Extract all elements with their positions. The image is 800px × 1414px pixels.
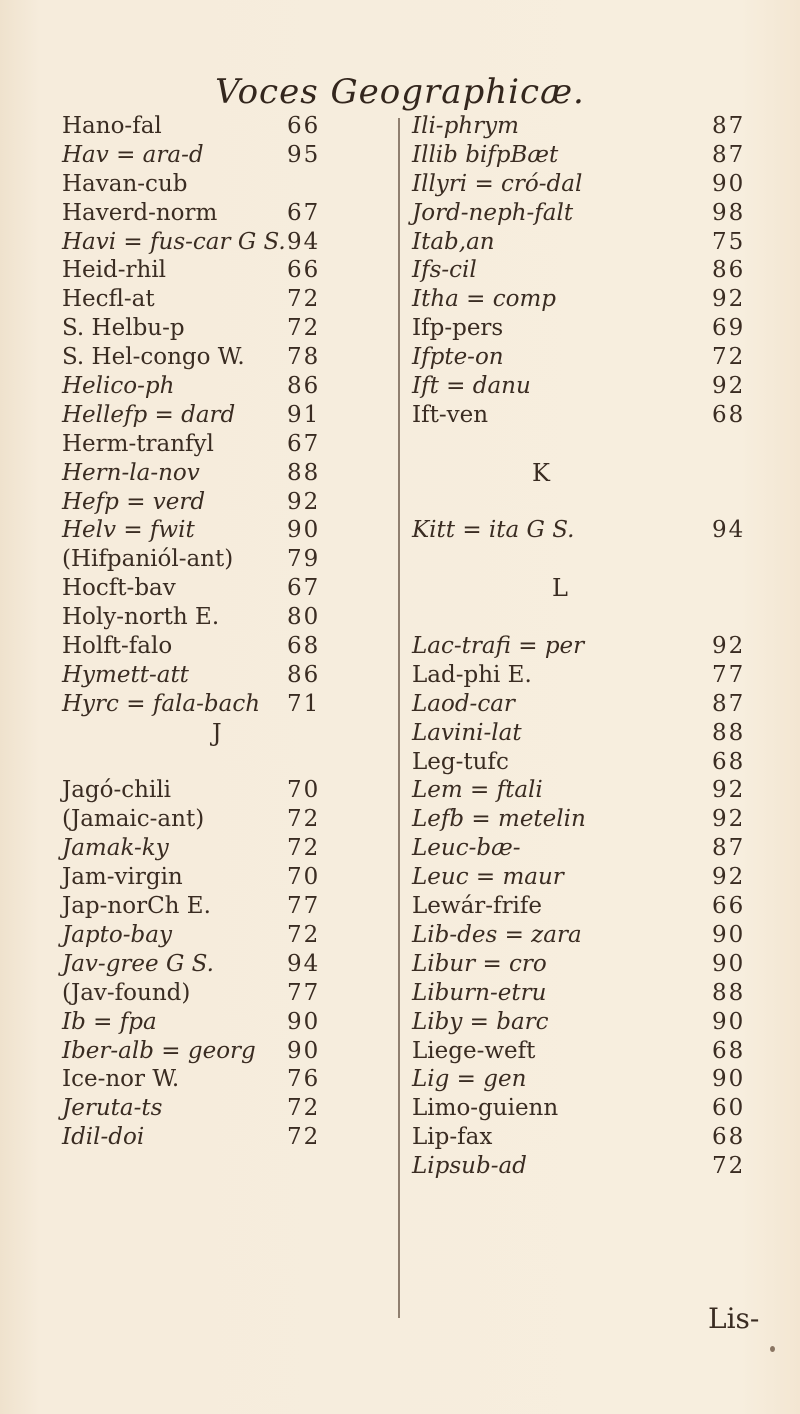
entry-number: 86 [287,373,321,400]
entry-number: 90 [712,950,746,977]
entry-term: Illib bifpBæt [412,141,559,168]
spacer-row [412,488,757,517]
right-entries-top [412,112,757,430]
entry-term: Ib = fpa [62,1008,157,1035]
index-entry [412,1065,757,1094]
index-entry [62,950,392,979]
entry-number: 94 [287,228,321,255]
index-entry [412,834,757,863]
entry-number: 72 [712,344,746,371]
index-entry [412,748,757,777]
entry-number: 92 [712,777,746,804]
index-entry [412,1094,757,1123]
left-entries-top [62,112,392,719]
entry-term: Jap-norCh E. [62,893,211,920]
entry-term: Hav = ara-d [62,141,204,168]
index-entry [412,199,757,228]
index-entry [62,545,392,574]
entry-term: Hymett-att [62,661,189,688]
entry-term: Liege-weft [412,1037,536,1064]
right-column [412,112,757,1181]
entry-number: 88 [712,979,746,1006]
index-entry [62,199,392,228]
entry-number: 90 [712,1066,746,1093]
entry-term: S. Hel-congo W. [62,344,245,371]
entry-number: 92 [712,286,746,313]
entry-term: (Jamaic-ant) [62,806,205,833]
entry-number: 72 [287,1124,321,1151]
section-letter-j: J [212,718,222,747]
entry-term: Lib-des = zara [412,921,582,948]
index-entry [62,1065,392,1094]
entry-term: Jav-gree G S. [62,950,214,977]
entry-term: Japto-bay [62,921,172,948]
section-letter-k: K [532,458,550,487]
index-entry [412,112,757,141]
entry-number: 67 [287,430,321,457]
entry-number: 98 [712,199,746,226]
entry-term: Lad-phi E. [412,661,532,688]
entry-term: S. Helbu-p [62,315,185,342]
index-entry [412,343,757,372]
entry-number: 76 [287,1066,321,1093]
index-entry [412,979,757,1008]
index-entry [62,921,392,950]
index-entry [62,372,392,401]
entry-number: 92 [712,806,746,833]
index-entry [62,805,392,834]
index-entry [62,141,392,170]
entry-number: 77 [712,661,746,688]
entry-term: Heid-rhil [62,257,167,284]
entry-number: 95 [287,141,321,168]
entry-term: Lefb = metelin [412,806,586,833]
index-entry [62,574,392,603]
entry-term: Leg-tufc [412,748,509,775]
spacer-row [412,545,757,574]
section-row-k [412,459,757,488]
entry-term: Lipsub-ad [412,1153,527,1180]
entry-number: 92 [287,488,321,515]
entry-term: Havan-cub [62,170,188,197]
entry-term: Hocft-bav [62,575,176,602]
entry-number: 78 [287,344,321,371]
index-entry [62,314,392,343]
right-entries-bottom [412,632,757,1181]
entry-term: Holy-north E. [62,604,220,631]
entry-term: Havi = fus-car G S. [62,228,286,255]
entry-number: 94 [712,517,746,544]
kitt-entry [412,516,757,545]
entry-number: 71 [287,690,321,717]
entry-number: 90 [287,517,321,544]
entry-number: 87 [712,835,746,862]
column-divider [398,118,400,1318]
entry-term: Liby = barc [412,1008,549,1035]
index-entry [62,863,392,892]
entry-term: Jeruta-ts [62,1095,163,1122]
index-entry [412,950,757,979]
entry-term: Helv = fwit [62,517,195,544]
entry-number: 68 [712,1124,746,1151]
entry-number: 67 [287,575,321,602]
index-entry [62,1094,392,1123]
index-entry [62,834,392,863]
index-entry [62,343,392,372]
entry-number: 88 [287,459,321,486]
entry-number: 77 [287,979,321,1006]
index-entry [412,863,757,892]
entry-number: 72 [287,921,321,948]
index-entry [412,170,757,199]
section-letter-l: L [552,574,568,603]
entry-term: Idil-doi [62,1124,145,1151]
entry-term: Liburn-etru [412,979,547,1006]
entry-number: 79 [287,546,321,573]
entry-number: 72 [287,1095,321,1122]
index-entry [62,256,392,285]
index-entry [412,228,757,257]
entry-number: 77 [287,893,321,920]
index-entry [62,776,392,805]
entry-number: 87 [712,690,746,717]
section-row-l [412,574,757,603]
entry-number: 72 [712,1153,746,1180]
entry-term: Laod-car [412,690,515,717]
entry-number: 80 [287,604,321,631]
index-entry [412,805,757,834]
index-entry [412,285,757,314]
index-entry [412,1008,757,1037]
entry-term: (Hifpaniól-ant) [62,546,234,573]
index-entry [412,401,757,430]
index-entry [412,719,757,748]
entry-number: 94 [287,950,321,977]
index-entry [412,1152,757,1181]
index-entry [62,488,392,517]
entry-term: Lig = gen [412,1066,527,1093]
entry-number: 72 [287,286,321,313]
index-entry [412,256,757,285]
entry-number: 60 [712,1095,746,1122]
index-entry [62,228,392,257]
entry-number: 69 [712,315,746,342]
entry-term: Jord-neph-falt [412,199,574,226]
page-title: Voces Geographicæ. [215,72,585,112]
index-entry [62,690,392,719]
index-entry [62,1123,392,1152]
entry-term: Lewár-frife [412,893,543,920]
entry-number: 68 [287,633,321,660]
entry-term: Lac-trafi = per [412,633,585,660]
entry-number: 75 [712,228,746,255]
entry-term: Illyri = cró-dal [412,170,583,197]
index-entry [412,690,757,719]
index-entry [62,112,392,141]
entry-number: 90 [712,921,746,948]
index-entry [412,892,757,921]
entry-term: Ili-phrym [412,113,519,139]
index-entry [62,632,392,661]
entry-number: 72 [287,806,321,833]
entry-number: 87 [712,113,746,139]
entry-number: 68 [712,401,746,428]
ink-smudge [770,1346,775,1352]
index-entry [62,1008,392,1037]
entry-number: 90 [287,1008,321,1035]
index-entry [62,430,392,459]
index-entry [412,776,757,805]
entry-number: 72 [287,315,321,342]
section-row-j [62,719,392,748]
index-entry [412,372,757,401]
entry-number: 68 [712,748,746,775]
index-entry [62,603,392,632]
entry-term: Hefp = verd [62,488,206,515]
entry-term: Leuc = maur [412,864,564,891]
index-entry [62,516,392,545]
entry-term: Helico-ph [62,373,175,400]
entry-term: Itab,an [412,228,495,255]
entry-number: 66 [287,113,321,139]
index-entry [412,141,757,170]
left-entries-bottom [62,776,392,1152]
entry-term: Hano-fal [62,113,162,139]
index-entry [412,661,757,690]
entry-number: 86 [712,257,746,284]
entry-term: Ifs-cil [412,257,477,284]
entry-number: 86 [287,661,321,688]
entry-term: Limo-guienn [412,1095,559,1122]
index-entry [62,1037,392,1066]
entry-number: 88 [712,719,746,746]
index-entry [412,921,757,950]
entry-number: 66 [287,257,321,284]
index-entry [412,314,757,343]
left-column [62,112,392,1152]
entry-term: Libur = cro [412,950,547,977]
spacer-row [412,603,757,632]
entry-number: 92 [712,633,746,660]
entry-term: Hellefp = dard [62,401,236,428]
catchword: Lis- [708,1302,760,1335]
index-entry [62,661,392,690]
entry-term: Itha = comp [412,286,557,313]
entry-number: 87 [712,141,746,168]
index-entry [62,979,392,1008]
index-entry [412,632,757,661]
entry-number: 70 [287,864,321,891]
index-entry [62,459,392,488]
entry-term: Haverd-norm [62,199,218,226]
entry-number: 92 [712,864,746,891]
index-entry [412,1037,757,1066]
entry-term: Leuc-bæ- [412,835,521,862]
index-entry [62,401,392,430]
entry-number: 66 [712,893,746,920]
entry-term: Lem = ftali [412,777,543,804]
index-entry [412,1123,757,1152]
entry-term: Lavini-lat [412,719,522,746]
spacer-row [412,430,757,459]
entry-term: Kitt = ita G S. [412,517,575,544]
entry-term: Ice-nor W. [62,1066,180,1093]
entry-term: Jagó-chili [62,777,172,804]
entry-number: 72 [287,835,321,862]
entry-term: Ifpte-on [412,344,504,371]
entry-term: Herm-tranfyl [62,430,214,457]
index-entry [62,892,392,921]
entry-term: Ifp-pers [412,315,504,342]
index-entry [62,170,392,199]
entry-term: Ift-ven [412,401,489,428]
entry-number: 90 [712,1008,746,1035]
entry-term: Hyrc = fala-bach [62,690,261,717]
entry-term: Hecfl-at [62,286,155,313]
entry-number: 70 [287,777,321,804]
entry-number: 68 [712,1037,746,1064]
entry-number: 67 [287,199,321,226]
entry-number: 91 [287,401,321,428]
entry-term: Holft-falo [62,633,173,660]
spacer-row [62,748,392,777]
index-entry [62,285,392,314]
entry-number: 90 [712,170,746,197]
entry-term: Lip-fax [412,1124,493,1151]
entry-term: Iber-alb = georg [62,1037,256,1064]
entry-number: 92 [712,373,746,400]
entry-term: Jamak-ky [62,835,169,862]
entry-term: (Jav-found) [62,979,191,1006]
entry-term: Ift = danu [412,373,531,400]
entry-number: 90 [287,1037,321,1064]
entry-term: Hern-la-nov [62,459,200,486]
entry-term: Jam-virgin [62,864,183,891]
